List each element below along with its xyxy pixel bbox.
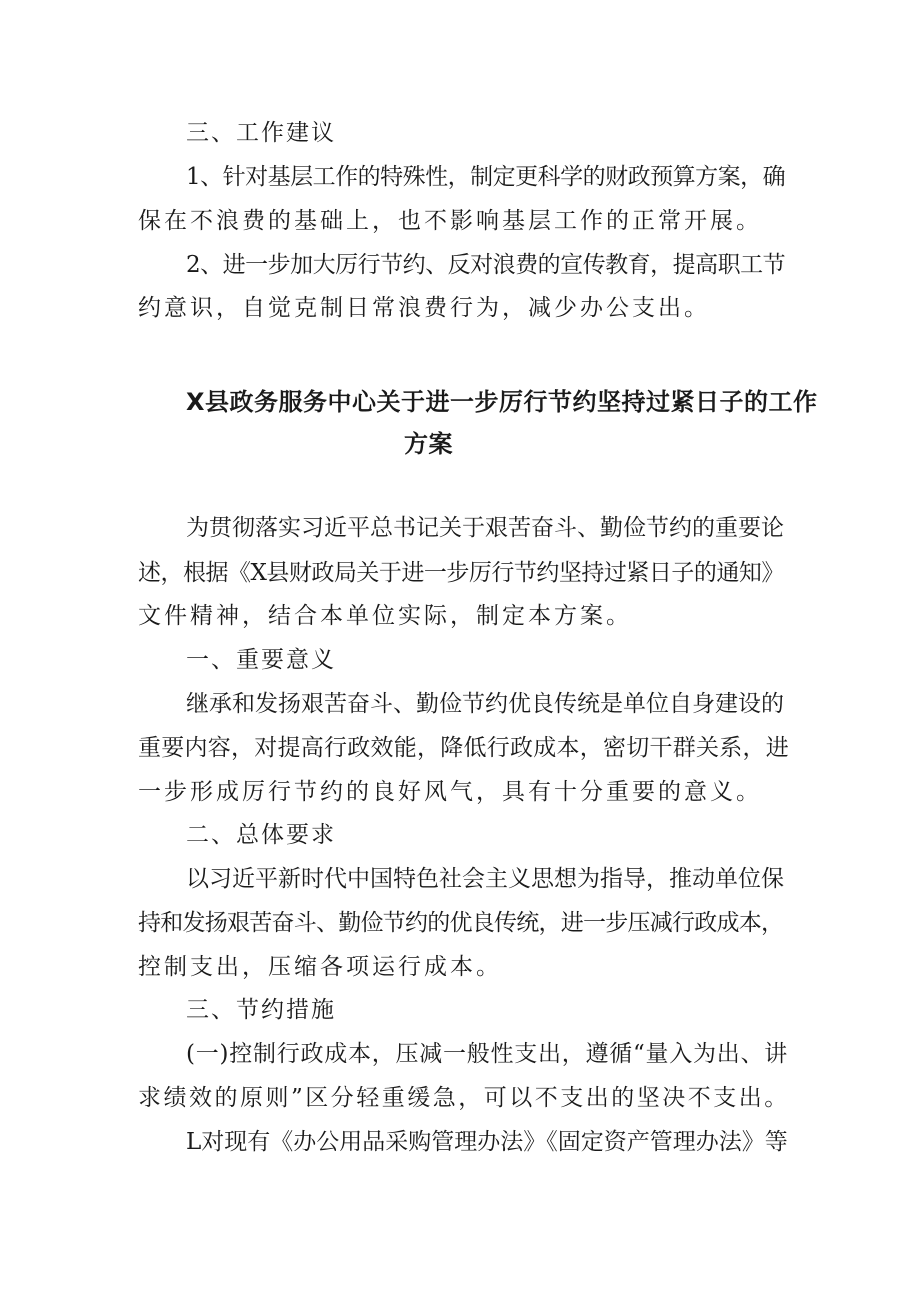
paragraph-line: 持和发扬艰苦奋斗、勤俭节约的优良传统，进一步压减行政成本， [138, 910, 784, 936]
paragraph-line: L对现有《办公用品采购管理办法》《固定资产管理办法》等 [186, 1129, 788, 1155]
section-heading-importance: 一、重要意义 [186, 647, 336, 673]
document-title-line-1: X县政务服务中心关于进一步厉行节约坚持过紧日子的工作 [186, 388, 818, 416]
paragraph-line: 保在不浪费的基础上，也不影响基层工作的正常开展。 [138, 208, 762, 234]
paragraph-line: 继承和发扬艰苦奋斗、勤俭节约优良传统是单位自身建设的 [186, 691, 784, 717]
paragraph-line: (一)控制行政成本，压减一般性支出，遵循“量入为出、讲 [186, 1041, 788, 1067]
paragraph-line: 文件精神，结合本单位实际，制定本方案。 [138, 603, 632, 629]
paragraph-line: 控制支出，压缩各项运行成本。 [138, 954, 502, 980]
section-heading-overall-requirements: 二、总体要求 [186, 822, 336, 848]
paragraph-line: 约意识，自觉克制日常浪费行为，减少办公支出。 [138, 295, 710, 321]
paragraph-line: 求绩效的原则”区分轻重缓急，可以不支出的坚决不支出。 [138, 1085, 790, 1111]
paragraph-line: 2、进一步加大厉行节约、反对浪费的宣传教育，提高职工节 [186, 252, 786, 278]
paragraph-line: 1、针对基层工作的特殊性，制定更科学的财政预算方案，确 [186, 164, 786, 190]
section-heading-work-suggestions: 三、工作建议 [186, 120, 336, 146]
paragraph-line: 一步形成厉行节约的良好风气，具有十分重要的意义。 [138, 779, 762, 805]
section-heading-saving-measures: 三、节约措施 [186, 997, 336, 1023]
paragraph-line: 重要内容，对提高行政效能，降低行政成本，密切干群关系，进 [138, 735, 789, 761]
paragraph-line: 以习近平新时代中国特色社会主义思想为指导，推动单位保 [186, 866, 784, 892]
document-title-line-2: 方案 [404, 430, 453, 458]
paragraph-line: 述，根据《X县财政局关于进一步厉行节约坚持过紧日子的通知》 [138, 560, 784, 586]
paragraph-line: 为贯彻落实习近平总书记关于艰苦奋斗、勤俭节约的重要论 [186, 515, 784, 541]
